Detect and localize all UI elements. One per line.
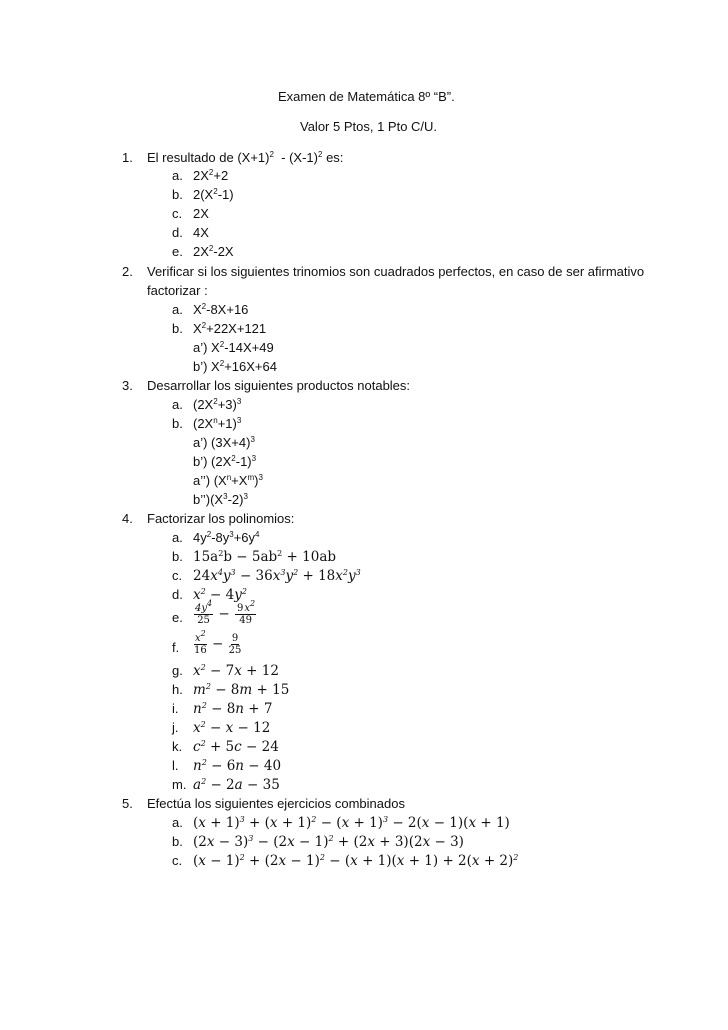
option-text: 2X bbox=[193, 206, 209, 221]
question-number: 3. bbox=[122, 378, 133, 393]
question-number: 1. bbox=[122, 150, 133, 165]
option-letter: a. bbox=[172, 168, 183, 183]
option-letter: b. bbox=[172, 187, 183, 202]
option-letter: b. bbox=[172, 834, 183, 849]
option-text: a’) $(3X+4)^3$ bbox=[193, 435, 255, 450]
option-letter: i. bbox=[172, 701, 179, 716]
option-text: $4y^2-8y^3+6y^4$ bbox=[193, 530, 260, 545]
option-text: b’) $X^2+16X+64$ bbox=[193, 359, 277, 374]
option-text: $X^2-8X+16$ bbox=[193, 302, 249, 317]
option-formula: $15a^2b - 5ab^2 + 10ab$ bbox=[193, 549, 337, 565]
option-formula: $(x + 1)^3 + (x + 1)^2 - (x + 1)^3 - 2(x - 1)(x + 1)$ bbox=[193, 815, 510, 831]
option-letter: e. bbox=[172, 244, 183, 259]
option-letter: b. bbox=[172, 549, 183, 564]
option-text: a’) $X^2-14X+49$ bbox=[193, 340, 274, 355]
option-formula: $\frac{4y^4}{25}$ − $\frac{9x^2}{49}$ bbox=[195, 599, 256, 626]
option-formula: $a^2 - 2a - 35$ bbox=[193, 777, 280, 793]
question-prompt: El resultado de $(X+1)^2 - (X-1)^2$ es: bbox=[147, 150, 344, 165]
option-letter: j. bbox=[172, 720, 179, 735]
option-text: $2(X^2-1)$ bbox=[193, 187, 234, 202]
option-formula: $(2x - 3)^3 - (2x - 1)^2 + (2x + 3)(2x - 3)$ bbox=[193, 834, 464, 850]
option-letter: b. bbox=[172, 321, 183, 336]
option-text: $2X^2-2X$ bbox=[193, 244, 234, 259]
option-formula: $x^2 - x - 12$ bbox=[193, 720, 271, 736]
option-letter: b. bbox=[172, 416, 183, 431]
question-prompt: Factorizar los polinomios: bbox=[147, 511, 295, 526]
option-letter: h. bbox=[172, 682, 183, 697]
question-prompt: Verificar si los siguientes trinomios son cuadrados perfectos, en caso de ser afirmativo bbox=[147, 264, 645, 279]
question-number: 2. bbox=[122, 264, 133, 279]
option-text: a’’) $(X^n+X^m)^3$ bbox=[193, 473, 263, 488]
option-letter: a. bbox=[172, 302, 183, 317]
option-text: $b’’)(X^3-2)^3$ bbox=[193, 492, 248, 507]
option-text: $(2X^n+1)^3$ bbox=[193, 416, 242, 431]
option-formula: $c^2 + 5c - 24$ bbox=[193, 739, 279, 755]
option-formula: $24x^4y^3 - 36x^3y^2 + 18x^2y^3$ bbox=[193, 568, 361, 584]
option-letter: l. bbox=[172, 758, 179, 773]
option-text: $2X^2+2$ bbox=[193, 168, 229, 183]
question-number: 4. bbox=[122, 511, 133, 526]
option-letter: g. bbox=[172, 663, 183, 678]
option-letter: a. bbox=[172, 397, 183, 412]
option-text: b’) $(2X^2-1)^3$ bbox=[193, 454, 257, 469]
option-letter: d. bbox=[172, 225, 183, 240]
option-formula: $x^2 - 4y^2$ bbox=[193, 587, 247, 603]
exam-subtitle: Valor 5 Ptos, 1 Pto C/U. bbox=[300, 119, 438, 134]
question-prompt: Desarrollar los siguientes productos notables: bbox=[147, 378, 411, 393]
exam-title: Examen de Matemática 8º “B”. bbox=[278, 89, 455, 104]
option-formula: $m^2 - 8m + 15$ bbox=[193, 682, 290, 698]
option-letter: a. bbox=[172, 815, 183, 830]
question-prompt: Efectúa los siguientes ejercicios combinados bbox=[147, 796, 405, 811]
option-formula: $x^2 - 7x + 12$ bbox=[193, 663, 279, 679]
option-letter: c. bbox=[172, 853, 183, 868]
question-number: 5. bbox=[122, 796, 133, 811]
option-letter: c. bbox=[172, 206, 183, 221]
option-formula: $\frac{x^2}{16}$ − $\frac{9}{25}$ bbox=[194, 629, 242, 656]
option-letter: c. bbox=[172, 568, 183, 583]
option-formula: $n^2 - 8n + 7$ bbox=[193, 701, 273, 717]
option-letter: k. bbox=[172, 739, 183, 754]
option-text: $X^2+22X+121$ bbox=[193, 321, 267, 336]
option-letter: a. bbox=[172, 530, 183, 545]
option-letter: m. bbox=[172, 777, 187, 792]
option-text: $(2X^2+3)^3$ bbox=[193, 397, 242, 412]
option-letter: d. bbox=[172, 587, 183, 602]
option-letter: f. bbox=[172, 640, 180, 655]
option-formula: $(x - 1)^2 + (2x - 1)^2 - (x + 1)(x + 1) + 2(x + 2)^2$ bbox=[193, 853, 519, 869]
option-text: 4X bbox=[193, 225, 209, 240]
question-prompt-continued: factorizar : bbox=[147, 283, 208, 298]
option-formula: $n^2 - 6n - 40$ bbox=[193, 758, 282, 774]
option-letter: e. bbox=[172, 610, 183, 625]
